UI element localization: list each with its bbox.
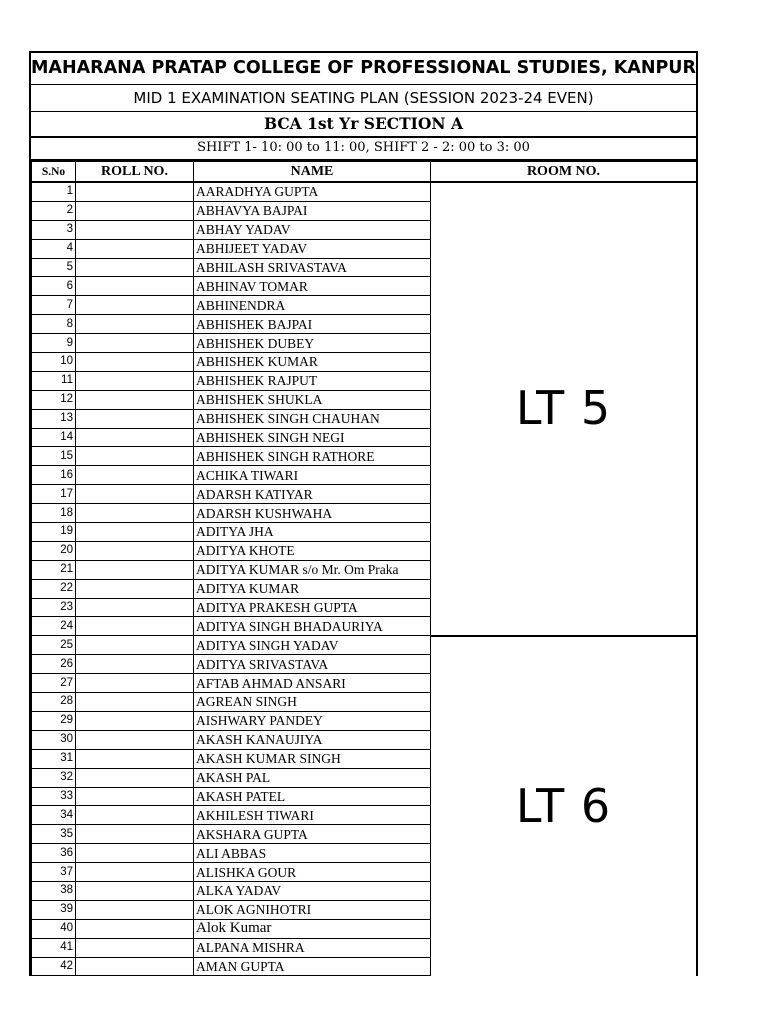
roll-cell xyxy=(76,220,194,239)
roll-cell xyxy=(76,296,194,315)
name-cell: ADITYA KUMAR s/o Mr. Om Praka xyxy=(194,560,431,579)
name-cell: AKASH KUMAR SINGH xyxy=(194,749,431,768)
roll-cell xyxy=(76,504,194,523)
sno-cell: 31 xyxy=(32,749,76,768)
roll-cell xyxy=(76,636,194,655)
sno-cell: 39 xyxy=(32,900,76,919)
name-cell: AFTAB AHMAD ANSARI xyxy=(194,674,431,693)
roll-cell xyxy=(76,957,194,976)
name-cell: ABHISHEK SINGH CHAUHAN xyxy=(194,409,431,428)
name-cell: AKASH PAL xyxy=(194,768,431,787)
roll-cell xyxy=(76,258,194,277)
sno-cell: 37 xyxy=(32,863,76,882)
table-header-row xyxy=(32,162,697,183)
roll-cell xyxy=(76,334,194,353)
roll-cell xyxy=(76,541,194,560)
roll-cell xyxy=(76,806,194,825)
sno-cell: 32 xyxy=(32,768,76,787)
sno-cell: 28 xyxy=(32,693,76,712)
roll-cell xyxy=(76,655,194,674)
name-cell: ABHINAV TOMAR xyxy=(194,277,431,296)
sno-cell: 36 xyxy=(32,844,76,863)
roll-cell xyxy=(76,693,194,712)
sno-cell: 17 xyxy=(32,485,76,504)
table-row xyxy=(32,182,697,201)
name-cell: ABHILASH SRIVASTAVA xyxy=(194,258,431,277)
shift-timings: SHIFT 1- 10: 00 to 11: 00, SHIFT 2 - 2: 00 to 3: 00 xyxy=(31,138,696,161)
name-cell: AMAN GUPTA xyxy=(194,957,431,976)
roll-cell xyxy=(76,201,194,220)
name-cell: ABHISHEK RAJPUT xyxy=(194,371,431,390)
section-title: BCA 1st Yr SECTION A xyxy=(31,112,696,138)
sno-cell: 29 xyxy=(32,711,76,730)
name-cell: ADITYA KUMAR xyxy=(194,579,431,598)
seating-table xyxy=(31,161,697,976)
sno-cell: 16 xyxy=(32,466,76,485)
sno-cell: 15 xyxy=(32,447,76,466)
name-cell: ACHIKA TIWARI xyxy=(194,466,431,485)
sno-cell: 1 xyxy=(32,182,76,201)
name-cell: ADITYA PRAKESH GUPTA xyxy=(194,598,431,617)
roll-cell xyxy=(76,315,194,334)
name-cell: AARADHYA GUPTA xyxy=(194,182,431,201)
sno-cell: 38 xyxy=(32,881,76,900)
roll-cell xyxy=(76,560,194,579)
exam-title: MID 1 EXAMINATION SEATING PLAN (SESSION 2023-24 EVEN) xyxy=(31,85,696,112)
name-cell: ALOK AGNIHOTRI xyxy=(194,900,431,919)
sno-cell: 33 xyxy=(32,787,76,806)
sno-cell: 11 xyxy=(32,371,76,390)
roll-cell xyxy=(76,371,194,390)
sno-cell: 40 xyxy=(32,919,76,938)
room-cell-2: LT 6 xyxy=(431,636,697,976)
roll-cell xyxy=(76,277,194,296)
roll-cell xyxy=(76,900,194,919)
name-cell: ALISHKA GOUR xyxy=(194,863,431,882)
name-cell: ABHIJEET YADAV xyxy=(194,239,431,258)
roll-cell xyxy=(76,579,194,598)
roll-cell xyxy=(76,919,194,938)
sno-cell: 2 xyxy=(32,201,76,220)
sno-cell: 3 xyxy=(32,220,76,239)
name-cell: ABHAVYA BAJPAI xyxy=(194,201,431,220)
sno-cell: 20 xyxy=(32,541,76,560)
name-cell: ADITYA SINGH YADAV xyxy=(194,636,431,655)
roll-cell xyxy=(76,409,194,428)
col-header-roll: ROLL NO. xyxy=(76,162,194,183)
col-header-room: ROOM NO. xyxy=(431,162,697,183)
sno-cell: 4 xyxy=(32,239,76,258)
room-cell-1: LT 5 xyxy=(431,182,697,636)
roll-cell xyxy=(76,485,194,504)
sno-cell: 14 xyxy=(32,428,76,447)
name-cell: ADITYA KHOTE xyxy=(194,541,431,560)
roll-cell xyxy=(76,523,194,542)
seating-plan-sheet xyxy=(29,51,698,976)
name-cell: ABHISHEK SINGH NEGI xyxy=(194,428,431,447)
name-cell: ABHISHEK SHUKLA xyxy=(194,390,431,409)
name-cell: ADITYA JHA xyxy=(194,523,431,542)
name-cell: Alok Kumar xyxy=(194,919,431,938)
roll-cell xyxy=(76,787,194,806)
col-header-sno: S.No xyxy=(32,162,76,183)
name-cell: ADITYA SRIVASTAVA xyxy=(194,655,431,674)
name-cell: ABHISHEK BAJPAI xyxy=(194,315,431,334)
name-cell: ADARSH KATIYAR xyxy=(194,485,431,504)
roll-cell xyxy=(76,825,194,844)
roll-cell xyxy=(76,617,194,636)
name-cell: ABHAY YADAV xyxy=(194,220,431,239)
name-cell: ADITYA SINGH BHADAURIYA xyxy=(194,617,431,636)
roll-cell xyxy=(76,863,194,882)
sno-cell: 24 xyxy=(32,617,76,636)
sno-cell: 26 xyxy=(32,655,76,674)
name-cell: ALPANA MISHRA xyxy=(194,938,431,957)
roll-cell xyxy=(76,239,194,258)
roll-cell xyxy=(76,730,194,749)
sno-cell: 41 xyxy=(32,938,76,957)
roll-cell xyxy=(76,428,194,447)
sno-cell: 8 xyxy=(32,315,76,334)
roll-cell xyxy=(76,674,194,693)
sno-cell: 27 xyxy=(32,674,76,693)
roll-cell xyxy=(76,749,194,768)
roll-cell xyxy=(76,598,194,617)
sno-cell: 9 xyxy=(32,334,76,353)
name-cell: ALKA YADAV xyxy=(194,881,431,900)
name-cell: ALI ABBAS xyxy=(194,844,431,863)
name-cell: AISHWARY PANDEY xyxy=(194,711,431,730)
sno-cell: 10 xyxy=(32,353,76,372)
name-cell: ABHISHEK DUBEY xyxy=(194,334,431,353)
roll-cell xyxy=(76,353,194,372)
sno-cell: 6 xyxy=(32,277,76,296)
name-cell: AKHILESH TIWARI xyxy=(194,806,431,825)
table-row xyxy=(32,636,697,655)
sno-cell: 23 xyxy=(32,598,76,617)
name-cell: AGREAN SINGH xyxy=(194,693,431,712)
sno-cell: 21 xyxy=(32,560,76,579)
roll-cell xyxy=(76,844,194,863)
roll-cell xyxy=(76,881,194,900)
sno-cell: 19 xyxy=(32,523,76,542)
name-cell: AKSHARA GUPTA xyxy=(194,825,431,844)
name-cell: AKASH PATEL xyxy=(194,787,431,806)
roll-cell xyxy=(76,711,194,730)
sno-cell: 30 xyxy=(32,730,76,749)
name-cell: ABHINENDRA xyxy=(194,296,431,315)
name-cell: ABHISHEK KUMAR xyxy=(194,353,431,372)
roll-cell xyxy=(76,466,194,485)
roll-cell xyxy=(76,768,194,787)
name-cell: ABHISHEK SINGH RATHORE xyxy=(194,447,431,466)
sno-cell: 22 xyxy=(32,579,76,598)
sno-cell: 18 xyxy=(32,504,76,523)
sno-cell: 25 xyxy=(32,636,76,655)
sno-cell: 35 xyxy=(32,825,76,844)
name-cell: AKASH KANAUJIYA xyxy=(194,730,431,749)
sno-cell: 5 xyxy=(32,258,76,277)
sno-cell: 13 xyxy=(32,409,76,428)
roll-cell xyxy=(76,390,194,409)
college-title: MAHARANA PRATAP COLLEGE OF PROFESSIONAL STUDIES, KANPUR xyxy=(31,53,696,85)
sno-cell: 7 xyxy=(32,296,76,315)
roll-cell xyxy=(76,447,194,466)
roll-cell xyxy=(76,182,194,201)
name-cell: ADARSH KUSHWAHA xyxy=(194,504,431,523)
sno-cell: 34 xyxy=(32,806,76,825)
roll-cell xyxy=(76,938,194,957)
sno-cell: 12 xyxy=(32,390,76,409)
col-header-name: NAME xyxy=(194,162,431,183)
sno-cell: 42 xyxy=(32,957,76,976)
table-body xyxy=(32,182,697,976)
